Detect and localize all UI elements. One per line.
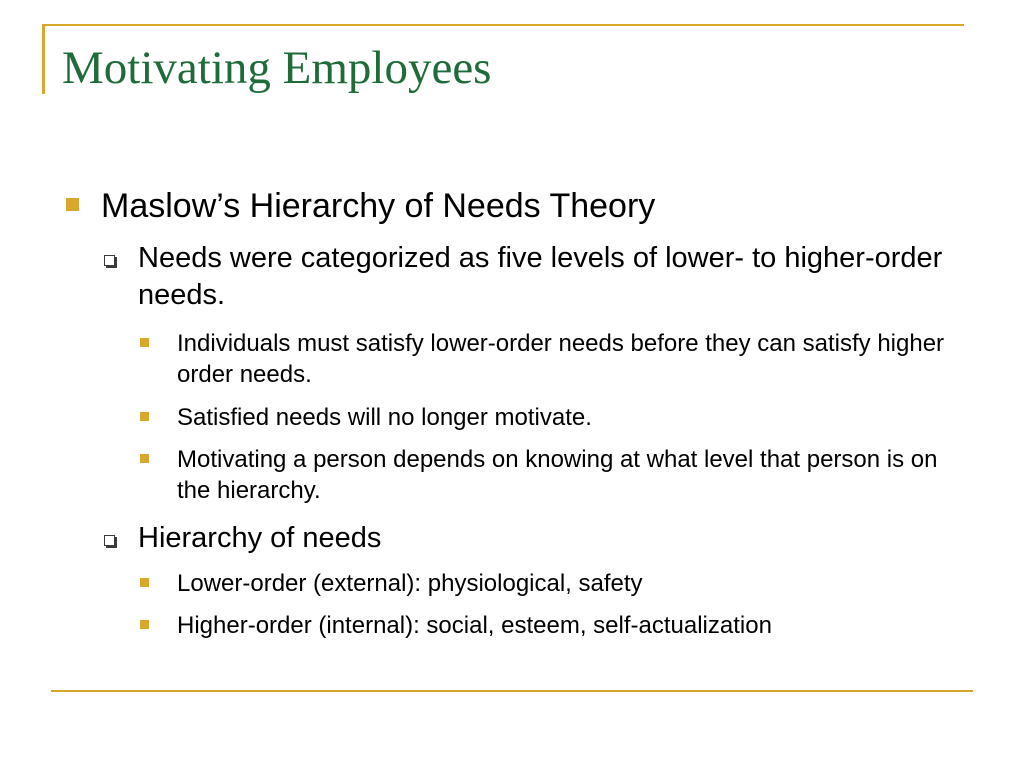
small-square-bullet-icon — [140, 578, 149, 587]
bullet-five-levels — [138, 240, 968, 314]
square-bullet-icon — [66, 198, 79, 211]
bullet-higher-order — [177, 610, 967, 641]
bullet-text: Lower-order (external): physiological, safety — [177, 570, 643, 597]
bullet-text: Hierarchy of needs — [138, 522, 382, 554]
bullet-text: Maslow’s Hierarchy of Needs Theory — [101, 187, 656, 225]
bullet-satisfied-needs — [177, 402, 967, 433]
frame-line-top — [42, 24, 964, 26]
frame-line-vertical — [42, 24, 45, 94]
bullet-text: Satisfied needs will no longer motivate. — [177, 404, 592, 431]
small-square-bullet-icon — [140, 620, 149, 629]
bullet-text: Motivating a person depends on knowing at what level that person is on the hierarchy. — [177, 446, 938, 504]
bottom-rule — [51, 690, 973, 692]
bullet-maslow-theory — [101, 186, 655, 226]
small-square-bullet-icon — [140, 454, 149, 463]
slide-title: Motivating Employees — [62, 42, 492, 94]
bullet-text: Individuals must satisfy lower-order needs before they can satisfy higher order needs. — [177, 330, 945, 388]
bullet-satisfy-lower-first — [177, 328, 967, 390]
bullet-lower-order — [177, 568, 967, 599]
bullet-text: Higher-order (internal): social, esteem, self-actualization — [177, 612, 772, 639]
bullet-text: Needs were categorized as five levels of lower- to higher-order needs. — [138, 242, 943, 311]
hollow-square-bullet-icon — [104, 535, 115, 546]
bullet-motivating-person — [177, 444, 967, 506]
bullet-hierarchy-of-needs — [138, 520, 968, 557]
hollow-square-bullet-icon — [104, 255, 115, 266]
small-square-bullet-icon — [140, 338, 149, 347]
small-square-bullet-icon — [140, 412, 149, 421]
